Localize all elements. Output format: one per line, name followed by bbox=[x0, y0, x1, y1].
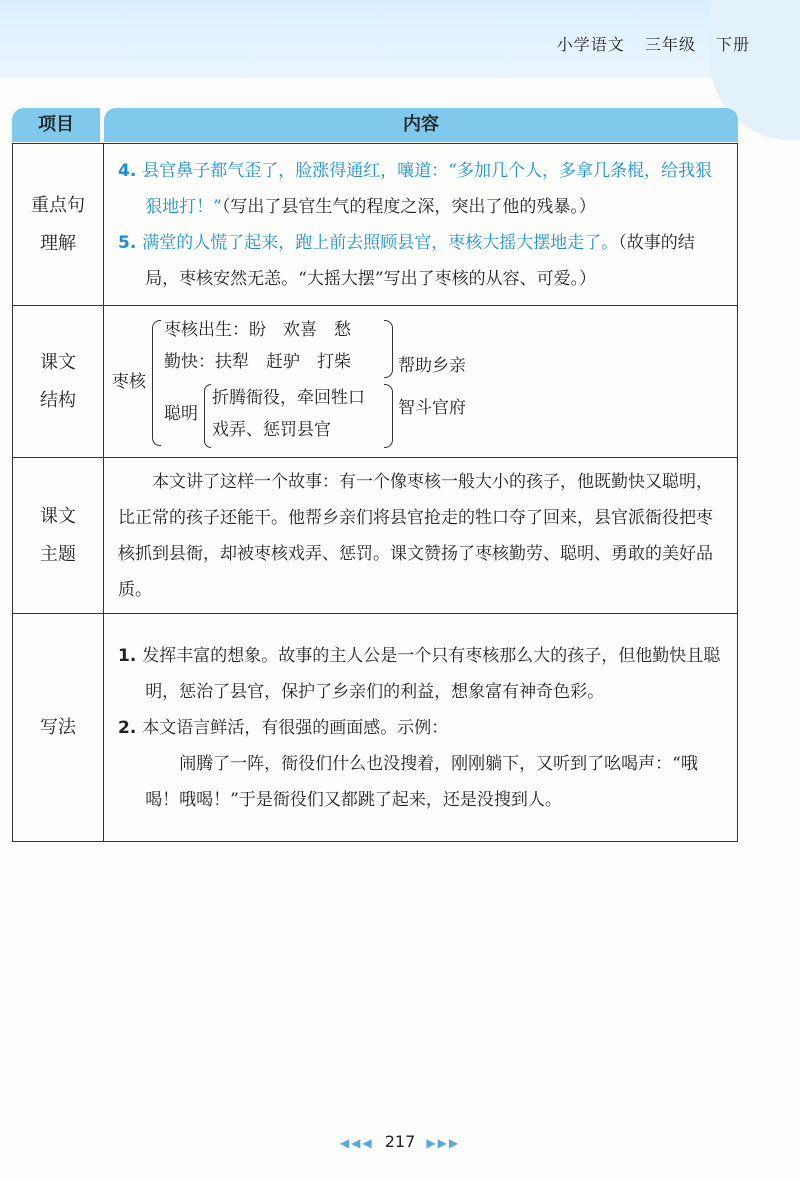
inner-brace bbox=[204, 384, 211, 448]
list-item: 2. 本文语言鲜活，有很强的画面感。示例： bbox=[118, 717, 449, 738]
list-item: 4. 县官鼻子都气歪了，脸涨得通红，嚷道：“多加几个人，多拿几条棍，给我狠狠地打！”（写出了县官生气的程度之深，突出了他的残暴。） bbox=[118, 160, 712, 217]
summary-table bbox=[12, 143, 738, 842]
book-header bbox=[543, 32, 750, 55]
volume-label: 下册 bbox=[715, 35, 750, 54]
row-label-key-sentences: 重点句 理解 bbox=[13, 144, 104, 306]
grade-label: 三年级 bbox=[644, 35, 696, 54]
theme-content bbox=[104, 458, 738, 614]
table-header bbox=[12, 108, 738, 142]
structure-branch-diligent: 勤快：扶犁 赶驴 打柴 bbox=[164, 351, 351, 372]
list-item: 5. 满堂的人慌了起来，跑上前去照顾县官，枣核大摇大摆地走了。（故事的结局，枣核安然无恙。“大摇大摆”写出了枣核的从容、可爱。） bbox=[118, 232, 695, 289]
structure-sub-b: 戏弄、惩罚县官 bbox=[212, 419, 331, 440]
row-label-theme: 课文 主题 bbox=[13, 458, 104, 614]
structure-branch-birth: 枣核出生：盼 欢喜 愁 bbox=[164, 319, 351, 340]
right-brace-lower bbox=[384, 384, 393, 448]
row-label-writing: 写法 bbox=[13, 614, 104, 842]
structure-content bbox=[104, 306, 738, 458]
page-number: 217 bbox=[384, 1132, 416, 1151]
prev-arrows-icon: ◀◀◀ bbox=[339, 1136, 374, 1150]
table-row bbox=[13, 144, 738, 306]
column-header-item: 项目 bbox=[12, 108, 100, 142]
structure-root: 枣核 bbox=[112, 371, 146, 392]
structure-diagram bbox=[112, 312, 729, 452]
example-paragraph: 闹腾了一阵，衙役们什么也没搜着，刚刚躺下，又听到了吆喝声：“哦喝！哦喝！”于是衙役们又都跳了起来，还是没搜到人。 bbox=[145, 753, 698, 810]
structure-result-help: 帮助乡亲 bbox=[398, 355, 466, 376]
structure-sub-a: 折腾衙役，牵回牲口 bbox=[212, 387, 365, 408]
theme-text: 本文讲了这样一个故事：有一个像枣核一般大小的孩子，他既勤快又聪明，比正常的孩子还能干。他帮乡亲们将县官抢走的牲口夺了回来，县官派衙役把枣核抓到县衙，却被枣核戏弄、惩罚。课文赞扬了枣核勤劳、聪明、勇敢的美好品质。 bbox=[118, 471, 713, 600]
row-label-structure: 课文 结构 bbox=[13, 306, 104, 458]
page-footer bbox=[0, 1132, 800, 1151]
key-sentences-content bbox=[104, 144, 738, 306]
next-arrows-icon: ▶▶▶ bbox=[426, 1136, 461, 1150]
list-item: 1. 发挥丰富的想象。故事的主人公是一个只有枣核那么大的孩子，但他勤快且聪明，惩治了县官，保护了乡亲们的利益，想象富有神奇色彩。 bbox=[118, 645, 721, 702]
structure-branch-clever: 聪明 bbox=[164, 403, 198, 424]
subject-label: 小学语文 bbox=[556, 35, 625, 54]
column-header-content: 内容 bbox=[104, 108, 738, 142]
left-brace bbox=[152, 320, 161, 446]
writing-content bbox=[104, 614, 738, 842]
table-row bbox=[13, 458, 738, 614]
table-row bbox=[13, 306, 738, 458]
table-row bbox=[13, 614, 738, 842]
structure-result-fight: 智斗官府 bbox=[398, 397, 466, 418]
right-brace-upper bbox=[384, 320, 393, 378]
